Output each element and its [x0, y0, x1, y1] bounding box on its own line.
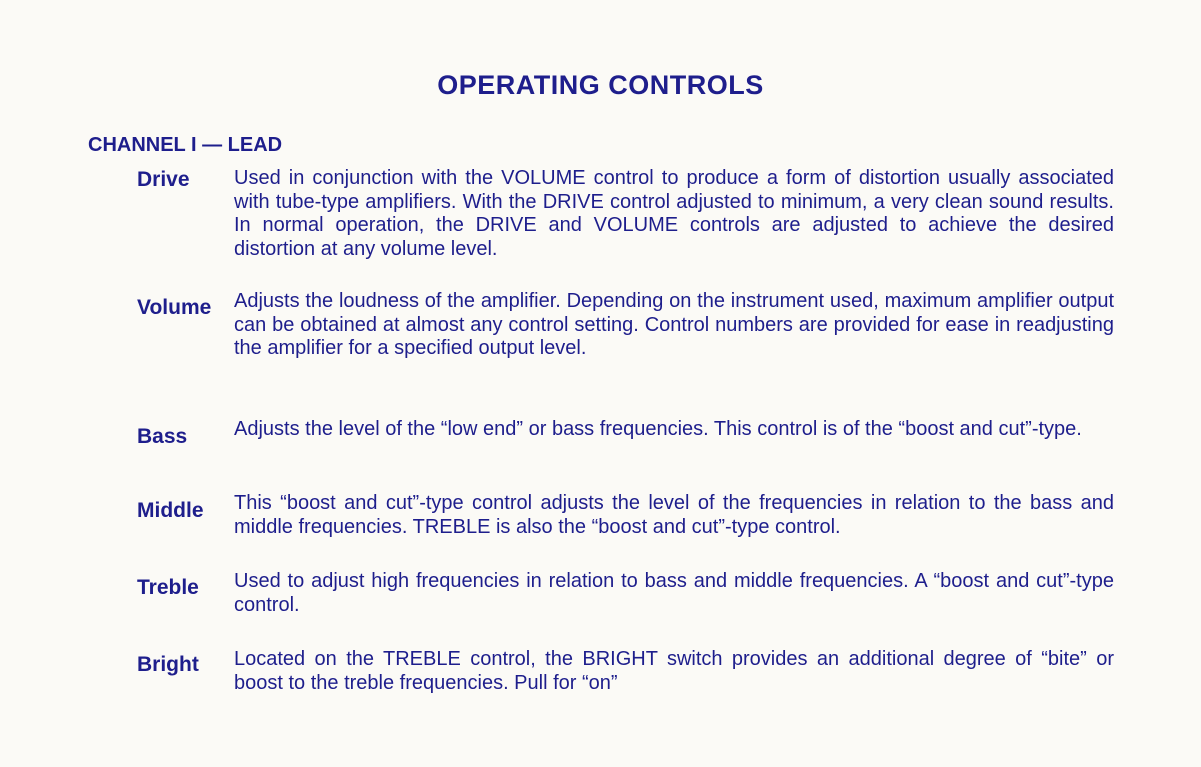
control-description-middle: This “boost and cut”-type control adjusts the level of the frequencies in relation to the bass and middle frequencies. TREBLE is also the “boost and cut”-type control. — [234, 492, 1114, 538]
control-term-volume: Volume — [137, 296, 212, 319]
page-title: OPERATING CONTROLS — [437, 70, 764, 100]
control-term-drive: Drive — [137, 168, 190, 191]
control-description-bright: Located on the TREBLE control, the BRIGHT switch provides an additional degree of “bite” or boost to the treble frequencies. Pull for “on” — [234, 648, 1114, 694]
control-term-bass: Bass — [137, 425, 188, 448]
control-term-treble: Treble — [137, 576, 199, 599]
control-description-bass: Adjusts the level of the “low end” or bass frequencies. This control is of the “boost and cut”-type. — [234, 418, 1082, 440]
control-description-treble: Used to adjust high frequencies in relation to bass and middle frequencies. A “boost and cut”-type control. — [234, 570, 1114, 616]
control-description-drive: Used in conjunction with the VOLUME control to produce a form of distortion usually associated with tube-type amplifiers. With the DRIVE control adjusted to minimum, a very clean sound results. In normal operation, the DRIVE and VOLUME controls are adjusted to achieve the desired distortion at any volume level. — [234, 167, 1114, 260]
section-heading: CHANNEL I — LEAD — [88, 134, 283, 156]
control-term-middle: Middle — [137, 499, 204, 522]
control-description-volume: Adjusts the loudness of the amplifier. Depending on the instrument used, maximum amplifier output can be obtained at almost any control setting. Control numbers are provided for ease in readjusting the amplifier for a specified output level. — [234, 290, 1114, 359]
control-term-bright: Bright — [137, 653, 199, 676]
